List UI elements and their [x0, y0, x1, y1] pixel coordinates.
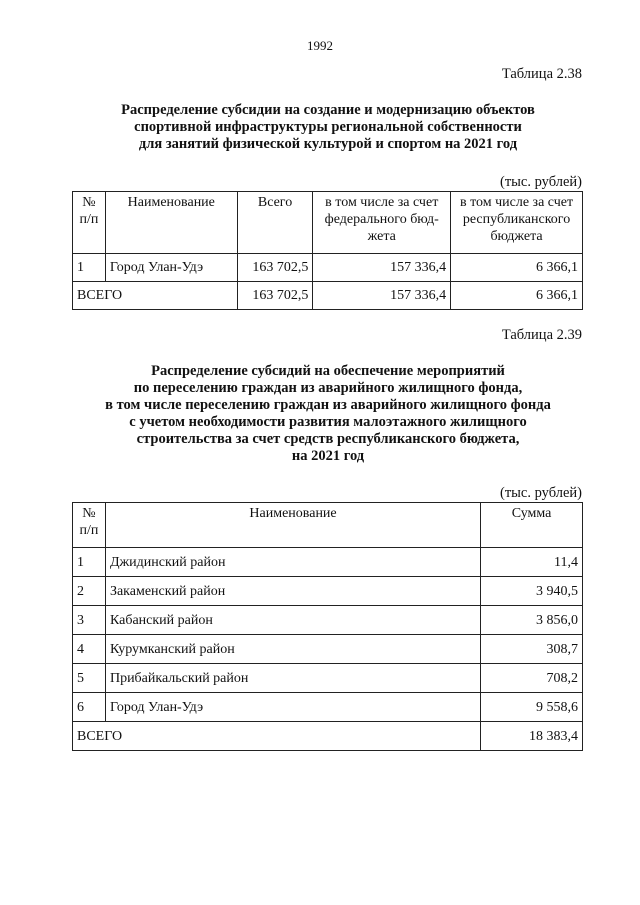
units-label: (тыс. рублей)	[500, 174, 582, 190]
row-number: 1	[73, 254, 106, 282]
table-title-2-38: Распределение субсидии на создание и модернизацию объектов спортивной инфраструктуры региональной собственности для занятий физической культурой и спортом на 2021 год	[121, 102, 535, 152]
col-header-republic: в том числе за счет республиканского бюджета	[451, 192, 583, 254]
table-row	[73, 548, 583, 577]
units-label: (тыс. рублей)	[500, 485, 582, 501]
total-sum: 18 383,4	[481, 722, 583, 751]
col-header-number: № п/п	[73, 192, 106, 254]
table-row	[73, 664, 583, 693]
row-number: 4	[73, 635, 106, 664]
page-number: 1992	[307, 38, 333, 53]
table-header-row	[73, 192, 583, 254]
row-name: Закаменский район	[105, 577, 480, 606]
row-name: Джидинский район	[105, 548, 480, 577]
col-header-total: Всего	[237, 192, 313, 254]
table-row	[73, 606, 583, 635]
total-label: ВСЕГО	[73, 282, 238, 310]
row-republic: 6 366,1	[451, 254, 583, 282]
col-header-sum: Сумма	[481, 503, 583, 548]
total-label: ВСЕГО	[73, 722, 481, 751]
row-federal: 157 336,4	[313, 254, 451, 282]
row-sum: 3 856,0	[481, 606, 583, 635]
total-sum: 163 702,5	[237, 282, 313, 310]
row-total: 163 702,5	[237, 254, 313, 282]
col-header-number: № п/п	[73, 503, 106, 548]
row-sum: 3 940,5	[481, 577, 583, 606]
row-number: 1	[73, 548, 106, 577]
row-name: Город Улан-Удэ	[105, 254, 237, 282]
row-number: 6	[73, 693, 106, 722]
table-row	[73, 254, 583, 282]
row-name: Кабанский район	[105, 606, 480, 635]
row-sum: 11,4	[481, 548, 583, 577]
row-number: 2	[73, 577, 106, 606]
row-sum: 9 558,6	[481, 693, 583, 722]
row-sum: 708,2	[481, 664, 583, 693]
total-row	[73, 282, 583, 310]
subsidy-table-2-38	[72, 191, 583, 310]
col-header-federal: в том числе за счет федерального бюд- жета	[313, 192, 451, 254]
table-header-row	[73, 503, 583, 548]
row-name: Курумканский район	[105, 635, 480, 664]
total-federal: 157 336,4	[313, 282, 451, 310]
table-row	[73, 635, 583, 664]
row-name: Прибайкальский район	[105, 664, 480, 693]
total-republic: 6 366,1	[451, 282, 583, 310]
table-row	[73, 693, 583, 722]
col-header-name: Наименование	[105, 503, 480, 548]
subsidy-table-2-39	[72, 502, 583, 751]
total-row	[73, 722, 583, 751]
row-number: 5	[73, 664, 106, 693]
row-sum: 308,7	[481, 635, 583, 664]
table-label-2-38: Таблица 2.38	[501, 66, 582, 82]
table-title-2-39: Распределение субсидий на обеспечение мероприятий по переселению граждан из аварийного жилищного фонда, в том числе переселению граждан из аварийного жилищного фонда с учетом необходимости развития малоэтажного жилищного строительства за счет средств республиканского бюджета, на 2021 год	[105, 363, 551, 464]
row-number: 3	[73, 606, 106, 635]
table-label-2-39: Таблица 2.39	[501, 327, 582, 343]
col-header-name: Наименование	[105, 192, 237, 254]
row-name: Город Улан-Удэ	[105, 693, 480, 722]
table-row	[73, 577, 583, 606]
